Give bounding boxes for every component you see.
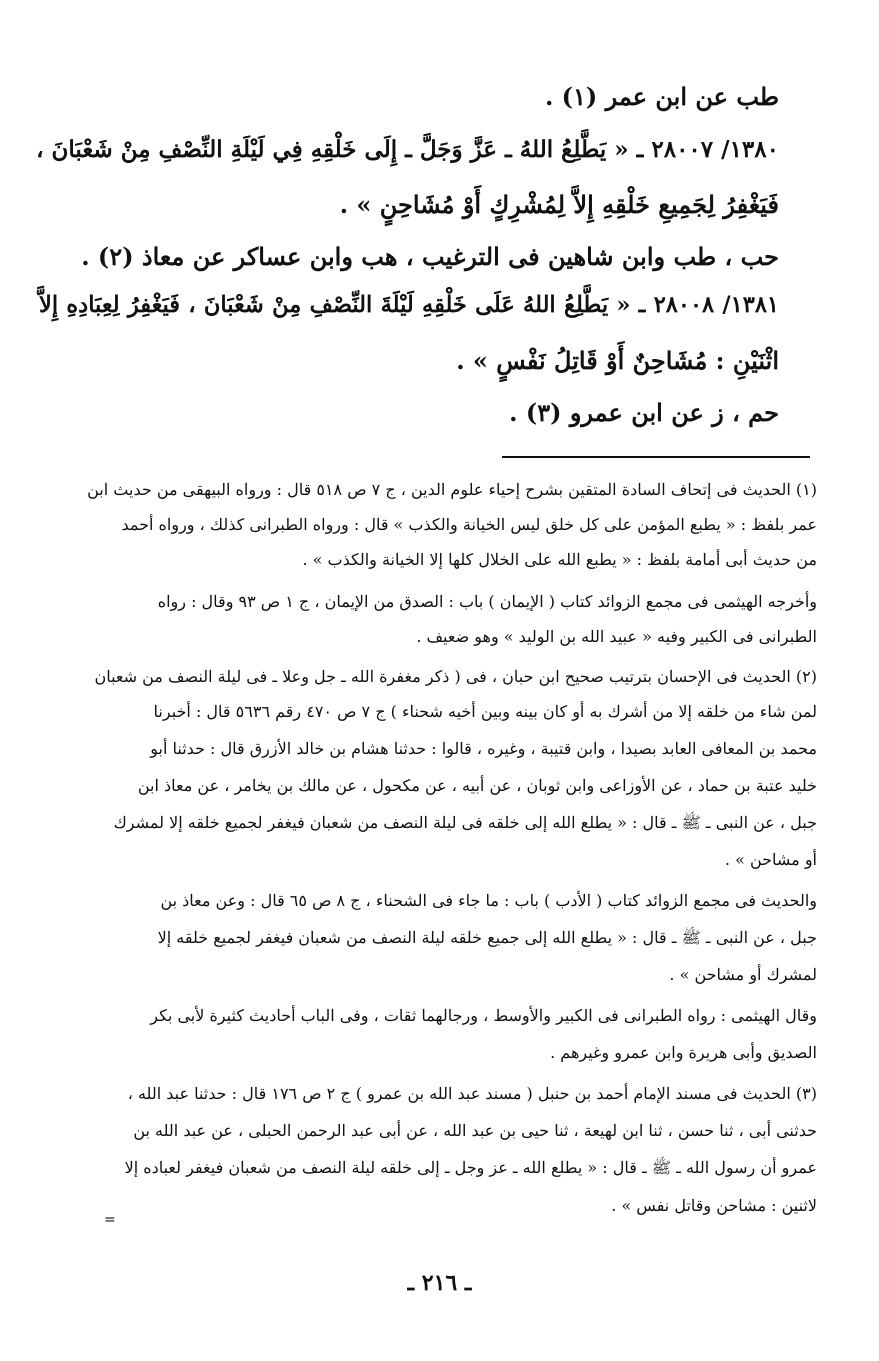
footnote-line: والحديث فى مجمع الزوائد كتاب ( الأدب ) باب : ما جاء فى الشحناء ، ج ٨ ص ٦٥ قال : وعن معاذ بن [160,891,817,910]
footnote-separator [502,456,810,458]
main-line-7: حم ، ز عن ابن عمرو (٣) . [509,398,779,427]
footnote-line: حدثنى أبى ، ثنا حسن ، ثنا ابن لهيعة ، ثنا حيى بن عبد الله ، عن أبى عبد الرحمن الحبلى ، عن عبد الله بن [133,1121,817,1140]
footnote-line: عمر بلفظ : « يطبع المؤمن على كل خلق ليس الخيانة والكذب » قال : ورواه الطبرانى كذلك ، ورواه أحمد [121,515,817,534]
main-line-1: طب عن ابن عمر (١) . [544,82,779,111]
footnote-line: لاثنين : مشاحن وقاتل نفس » . [611,1196,817,1215]
footnote-line: لمن شاء من خلقه إلا من أشرك به أو كان بينه وبين أخيه شحناء ) ج ٧ ص ٤٧٠ رقم ٥٦٣٦ قال : أخبرنا [153,702,817,721]
main-line-3: فَيَغْفِرُ لِجَمِيعِ خَلْقِهِ إِلاَّ لِمُشْرِكٍ أَوْ مُشَاحِنٍ » . [339,190,779,219]
footnote-line: خليد عتبة بن حماد ، عن الأوزاعى وابن ثوبان ، عن أبيه ، عن مكحول ، عن مالك بن يخامر ، عن معاذ ابن [137,776,817,795]
page-number: ـ ٢١٦ ـ [407,1270,472,1296]
footnote-line: الطبرانى فى الكبير وفيه « عبيد الله بن الوليد » وهو ضعيف . [416,627,817,646]
main-line-2: ١٣٨٠/ ٢٨٠٠٧ ـ « يَطَّلِعُ اللهُ ـ عَزَّ وَجَلَّ ـ إِلَى خَلْقِهِ فِي لَيْلَةِ النِّصْفِ مِنْ شَعْبَانَ ، [36,136,779,163]
main-line-4: حب ، طب وابن شاهين فى الترغيب ، هب وابن عساكر عن معاذ (٢) . [81,242,779,271]
footnote-line: الصديق وأبى هريرة وابن عمرو وغيرهم . [550,1043,817,1062]
footnote-line: عمرو أن رسول الله ـ ﷺ ـ قال : « يطلع الله ـ عز وجل ـ إلى خلقه ليلة النصف من شعبان فيغفر لعباده إلا [124,1158,817,1177]
footnote-line: جبل ، عن النبى ـ ﷺ ـ قال : « يطلع الله إلى خلقه فى ليلة النصف من شعبان فيغفر لجميع خلقه إلا لمشرك [113,813,817,832]
footnote-line: من حديث أبى أمامة بلفظ : « يطبع الله على الخلال كلها إلا الخيانة والكذب » . [302,550,817,569]
footnote-line: أو مشاحن » . [724,850,817,869]
main-line-6: اثْنَيْنِ : مُشَاحِنٌ أَوْ قَاتِلُ نَفْسٍ » . [456,346,779,375]
main-line-5: ١٣٨١/ ٢٨٠٠٨ ـ « يَطَّلِعُ اللهُ عَلَى خَلْقِهِ لَيْلَةَ النِّصْفِ مِنْ شَعْبَانَ ، فَيَغْفِرُ لِعِبَادِهِ إِلاَّ [39,292,779,318]
footnote-line: (٢) الحديث فى الإحسان بترتيب صحيح ابن حبان ، فى ( ذكر مغفرة الله ـ جل وعلا ـ فى ليلة النصف من شعبان [94,667,817,686]
footnote-line: وقال الهيثمى : رواه الطبرانى فى الكبير والأوسط ، ورجالهما ثقات ، وفى الباب أحاديث كثيرة لأبى بكر [150,1006,817,1025]
footnote-line: جبل ، عن النبى ـ ﷺ ـ قال : « يطلع الله إلى جميع خلقه ليلة النصف من شعبان فيغفر لجميع خلقه إلا [157,928,817,947]
footnote-line: محمد بن المعافى العابد بصيدا ، وابن قتيبة ، وغيره ، قالوا : حدثنا هشام بن خالد الأزرق قال : حدثنا أبو [150,739,817,758]
footnote-line: (٣) الحديث فى مسند الإمام أحمد بن حنبل ( مسند عبد الله بن عمرو ) ج ٢ ص ١٧٦ قال : حدثنا عبد الله ، [127,1084,817,1103]
footnote-line: وأخرجه الهيثمى فى مجمع الزوائد كتاب ( الإيمان ) باب : الصدق من الإيمان ، ج ١ ص ٩٣ وقال : رواه [157,592,817,611]
continuation-mark: = [104,1212,116,1228]
footnote-line: (١) الحديث فى إتحاف السادة المتقين بشرح إحياء علوم الدين ، ج ٧ ص ٥١٨ قال : ورواه البيهقى من حديث ابن [87,480,817,499]
footnote-line: لمشرك أو مشاحن » . [669,965,817,984]
